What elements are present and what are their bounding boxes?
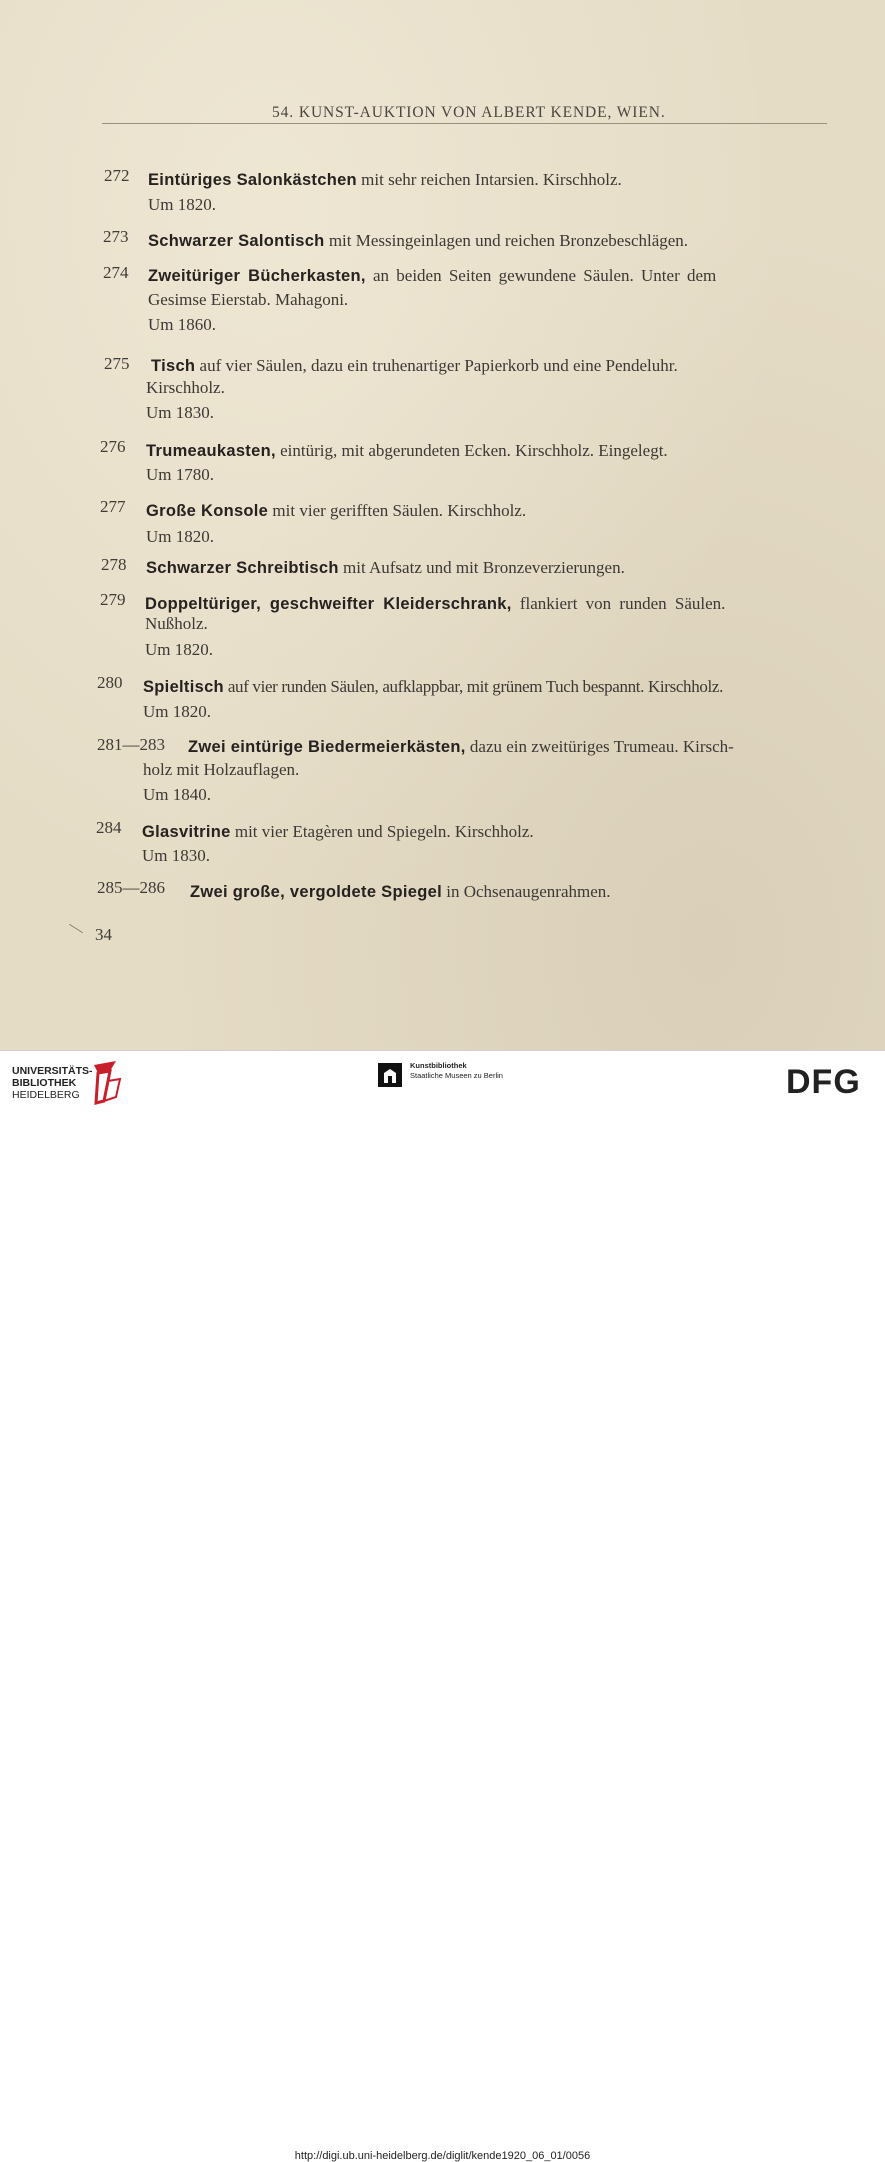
entry-continuation: Kirschholz. [146,378,225,397]
library-name[interactable] [12,1065,93,1101]
university-library-logo-icon[interactable] [88,1057,124,1105]
entry-line [190,882,611,902]
library-line: UNIVERSITÄTS- [12,1065,93,1077]
lot-number: 281—283 [97,735,165,754]
entry-description: mit vier Etagèren und Spiegeln. Kirschholz. [234,822,534,841]
entry-description: mit Aufsatz und mit Bronzeverzierungen. [343,558,625,577]
entry-line [142,822,534,842]
entry-title: Zweitüriger Bücherkasten, [148,267,366,285]
entry-line [148,231,688,251]
lot-number: 272 [104,166,130,185]
kb-subtitle: Staatliche Museen zu Berlin [410,1071,503,1080]
entry-title: Trumeaukasten, [146,442,276,460]
lot-number: 274 [103,263,129,282]
entry-description: an beiden Seiten gewundene Säulen. Unter dem [372,266,717,285]
running-header: 54. KUNST-AUKTION VON ALBERT KENDE, WIEN. [272,104,666,121]
entry-line [143,677,723,697]
lot-number: 276 [100,437,126,456]
entry-date: Um 1820. [145,640,213,659]
entry-title: Zwei eintürige Biedermeierkästen, [188,738,466,756]
entry-title: Schwarzer Salontisch [148,232,325,250]
entry-line [146,441,668,461]
lot-number: 278 [101,555,127,574]
entry-title: Tisch [151,357,196,375]
lot-number: 279 [100,590,126,609]
viewer-footer [0,1050,885,2162]
entry-description: dazu ein zweitüriges Trumeau. Kirsch- [469,737,734,756]
margin-mark [69,924,83,933]
lot-number: 285—286 [97,878,165,897]
lot-number: 273 [103,227,129,246]
dfg-logo[interactable]: DFG [786,1063,861,1101]
entry-line [151,356,678,376]
entry-date: Um 1860. [148,315,216,334]
entry-line [145,594,725,614]
kunstbibliothek-logo-icon[interactable] [378,1063,402,1087]
entry-description: flankiert von runden Säulen. [519,594,726,613]
entry-title: Große Konsole [146,502,269,520]
entry-line [148,170,622,190]
entry-title: Spieltisch [143,678,224,696]
lot-number: 284 [96,818,122,837]
scanned-page [0,0,885,1050]
page-number: 34 [95,925,112,944]
entry-date: Um 1820. [146,527,214,546]
entry-date: Um 1830. [142,846,210,865]
entry-date: Um 1830. [146,403,214,422]
entry-description: mit sehr reichen Intarsien. Kirschholz. [361,170,622,189]
entry-title: Doppeltüriger, geschweifter Kleiderschrank, [145,595,512,613]
entry-line [146,558,625,578]
entry-title: Schwarzer Schreibtisch [146,559,339,577]
entry-continuation: Nußholz. [145,614,208,633]
entry-title: Glasvitrine [142,823,231,841]
entry-continuation: Gesimse Eierstab. Mahagoni. [148,290,349,309]
entry-description: auf vier Säulen, dazu ein truhenartiger Papierkorb und eine Pendeluhr. [199,356,678,375]
permalink[interactable]: http://digi.ub.uni-heidelberg.de/diglit/kende1920_06_01/0056 [294,2150,591,2162]
entry-description: auf vier runden Säulen, aufklappbar, mit grünem Tuch bespannt. Kirschholz. [227,677,723,696]
entry-continuation: holz mit Holzauflagen. [143,760,300,779]
entry-description: eintürig, mit abgerundeten Ecken. Kirschholz. Eingelegt. [280,441,668,460]
entry-line [148,266,716,286]
entry-description: mit Messingeinlagen und reichen Bronzebeschlägen. [328,231,689,250]
entry-date: Um 1780. [146,465,214,484]
entry-description: mit vier gerifften Säulen. Kirschholz. [272,501,527,520]
header-rule [102,123,827,124]
library-line: HEIDELBERG [12,1089,80,1101]
lot-number: 275 [104,354,130,373]
library-line: BIBLIOTHEK [12,1077,77,1089]
entry-date: Um 1820. [148,195,216,214]
kunstbibliothek-label[interactable] [410,1061,503,1081]
entry-date: Um 1840. [143,785,211,804]
entry-line [146,501,526,521]
entry-date: Um 1820. [143,702,211,721]
entry-line [188,737,734,757]
lot-number: 277 [100,497,126,516]
entry-title: Eintüriges Salonkästchen [148,171,357,189]
entry-title: Zwei große, vergoldete Spiegel [190,883,442,901]
lot-number: 280 [97,673,123,692]
kb-title: Kunstbibliothek [410,1061,467,1070]
entry-description: in Ochsenaugenrahmen. [446,882,611,901]
